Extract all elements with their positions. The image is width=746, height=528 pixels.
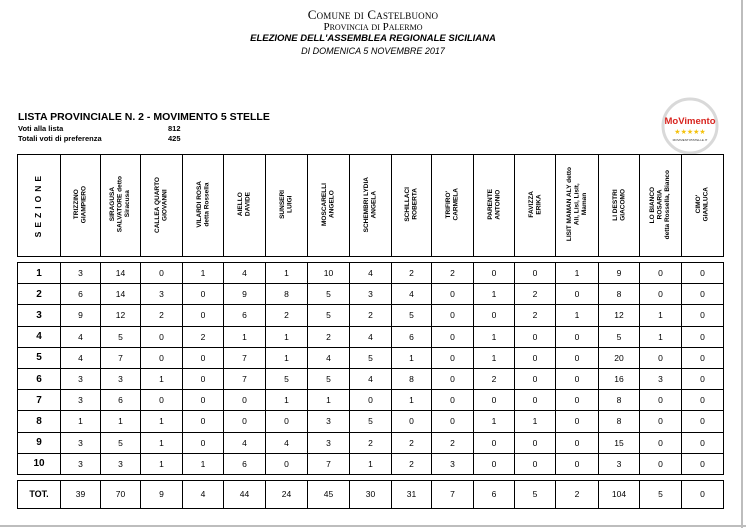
vote-count-cell: 1 <box>350 453 392 474</box>
vote-count-cell: 8 <box>266 284 308 305</box>
vote-count-cell: 1 <box>266 326 308 347</box>
section-number: TOT. <box>18 480 61 508</box>
vote-count-cell: 0 <box>515 453 556 474</box>
candidate-name: MOSCARELLI ANGELO <box>321 183 336 226</box>
candidate-column-header <box>141 155 183 257</box>
vote-count-cell: 9 <box>224 284 266 305</box>
vote-count-cell: 1 <box>224 326 266 347</box>
vote-count-cell: 3 <box>61 368 101 389</box>
vote-count-cell: 1 <box>474 347 515 368</box>
vote-count-cell: 0 <box>682 284 724 305</box>
vote-count-cell: 3 <box>101 453 141 474</box>
page-frame-bottom <box>0 525 746 527</box>
vote-count-cell: 0 <box>474 305 515 326</box>
candidate-name: TRIFIRO' CARMELA <box>445 188 460 221</box>
vote-count-cell: 1 <box>474 284 515 305</box>
candidate-name: LI DESTRI GIACOMO <box>611 188 626 221</box>
vote-count-cell: 0 <box>556 390 599 411</box>
section-row <box>18 368 724 389</box>
candidate-column-header <box>682 155 724 257</box>
vote-count-cell: 0 <box>682 480 724 508</box>
vote-count-cell: 12 <box>599 305 640 326</box>
section-number: 3 <box>18 305 61 326</box>
vote-count-cell: 0 <box>183 284 224 305</box>
vote-count-cell: 30 <box>350 480 392 508</box>
vote-count-cell: 1 <box>141 453 183 474</box>
section-row <box>18 326 724 347</box>
vote-count-cell: 5 <box>392 305 432 326</box>
vote-count-cell: 8 <box>599 411 640 432</box>
section-number: 7 <box>18 390 61 411</box>
vote-count-cell: 3 <box>101 368 141 389</box>
vote-count-cell: 12 <box>101 305 141 326</box>
vote-count-cell: 2 <box>141 305 183 326</box>
section-number: 6 <box>18 368 61 389</box>
vote-count-cell: 7 <box>308 453 350 474</box>
vote-count-cell: 0 <box>515 347 556 368</box>
list-votes-label: Voti alla lista <box>18 124 64 133</box>
document-header <box>0 9 746 57</box>
vote-count-cell: 4 <box>183 480 224 508</box>
list-title: LISTA PROVINCIALE N. 2 - MOVIMENTO 5 STELLE <box>18 111 270 123</box>
vote-count-cell: 1 <box>141 368 183 389</box>
vote-count-cell: 1 <box>266 347 308 368</box>
candidate-column-header <box>515 155 556 257</box>
vote-count-cell: 1 <box>640 326 682 347</box>
vote-count-cell: 0 <box>640 284 682 305</box>
vote-count-cell: 0 <box>640 432 682 453</box>
vote-count-cell: 1 <box>640 305 682 326</box>
vote-count-cell: 3 <box>141 284 183 305</box>
candidate-column-header <box>599 155 640 257</box>
vote-count-cell: 7 <box>224 347 266 368</box>
vote-count-cell: 3 <box>61 263 101 284</box>
vote-count-cell: 20 <box>599 347 640 368</box>
vote-count-cell: 7 <box>224 368 266 389</box>
vote-count-cell: 6 <box>224 453 266 474</box>
list-votes-value: 812 <box>168 124 181 133</box>
candidate-name: PARENTE ANTONIO <box>486 189 501 220</box>
vote-count-cell: 1 <box>556 305 599 326</box>
candidate-column-header <box>350 155 392 257</box>
vote-count-cell: 0 <box>474 453 515 474</box>
vote-count-cell: 7 <box>101 347 141 368</box>
vote-count-cell: 8 <box>599 284 640 305</box>
vote-count-cell: 0 <box>432 347 474 368</box>
vote-count-cell: 0 <box>556 411 599 432</box>
vote-count-cell: 0 <box>183 411 224 432</box>
vote-count-cell: 0 <box>432 411 474 432</box>
vote-count-cell: 0 <box>682 432 724 453</box>
vote-count-cell: 9 <box>61 305 101 326</box>
vote-count-cell: 5 <box>308 368 350 389</box>
vote-count-cell: 0 <box>682 411 724 432</box>
section-number: 2 <box>18 284 61 305</box>
vote-count-cell: 9 <box>141 480 183 508</box>
vote-count-cell: 0 <box>474 432 515 453</box>
section-row <box>18 390 724 411</box>
vote-count-cell: 1 <box>141 432 183 453</box>
candidate-name: LISIT MAMAN ALY detto Ali, Lisi, Lisit, Maman <box>565 167 588 242</box>
candidate-name: SCHEMBRI LYDIA ANGELA <box>363 176 378 233</box>
vote-count-cell: 2 <box>350 305 392 326</box>
vote-count-cell: 2 <box>350 432 392 453</box>
vote-count-cell: 5 <box>101 326 141 347</box>
section-number: 4 <box>18 326 61 347</box>
vote-count-cell: 45 <box>308 480 350 508</box>
section-number: 1 <box>18 263 61 284</box>
vote-count-cell: 5 <box>640 480 682 508</box>
logo-subtext: MOVIMENTO5STELLE.IT <box>672 138 708 142</box>
candidate-column-header <box>183 155 224 257</box>
vote-count-cell: 5 <box>515 480 556 508</box>
vote-count-cell: 0 <box>556 347 599 368</box>
comune-title: Comune di Castelbuono <box>307 7 439 22</box>
candidate-name: SIRAGUSA SALVATORE detto Siracusa <box>109 176 132 233</box>
vote-count-cell: 2 <box>432 432 474 453</box>
vote-count-cell: 6 <box>224 305 266 326</box>
section-number: 10 <box>18 453 61 474</box>
vote-count-cell: 0 <box>432 326 474 347</box>
vote-count-cell: 8 <box>392 368 432 389</box>
logo-stars: ★★★★★ <box>674 128 706 136</box>
vote-count-cell: 1 <box>266 263 308 284</box>
vote-count-cell: 3 <box>640 368 682 389</box>
vote-count-cell: 7 <box>432 480 474 508</box>
vote-count-cell: 6 <box>61 284 101 305</box>
vote-count-cell: 31 <box>392 480 432 508</box>
vote-count-cell: 0 <box>556 284 599 305</box>
vote-count-cell: 2 <box>515 305 556 326</box>
section-row <box>18 411 724 432</box>
candidate-name: SCHILLACI ROBERTA <box>404 187 419 222</box>
vote-count-cell: 9 <box>599 263 640 284</box>
vote-count-cell: 0 <box>682 453 724 474</box>
vote-count-cell: 0 <box>515 368 556 389</box>
vote-count-cell: 0 <box>515 390 556 411</box>
section-row <box>18 263 724 284</box>
section-row <box>18 453 724 474</box>
preference-votes-row <box>18 134 181 143</box>
vote-count-cell: 5 <box>308 284 350 305</box>
vote-count-cell: 6 <box>101 390 141 411</box>
vote-count-cell: 44 <box>224 480 266 508</box>
table-header-row <box>18 155 724 257</box>
candidate-column-header <box>556 155 599 257</box>
candidate-name: AIELLO DAVIDE <box>237 192 252 217</box>
vote-count-cell: 5 <box>308 305 350 326</box>
candidate-column-header <box>432 155 474 257</box>
vote-count-cell: 6 <box>392 326 432 347</box>
vote-count-cell: 0 <box>266 453 308 474</box>
vote-count-cell: 3 <box>350 284 392 305</box>
vote-count-cell: 0 <box>515 432 556 453</box>
vote-count-cell: 39 <box>61 480 101 508</box>
results-table <box>17 154 724 509</box>
candidate-column-header <box>224 155 266 257</box>
candidate-name: CIMO' GIANLUCA <box>695 187 710 222</box>
vote-count-cell: 1 <box>183 453 224 474</box>
section-number: 5 <box>18 347 61 368</box>
vote-count-cell: 1 <box>141 411 183 432</box>
vote-count-cell: 0 <box>141 390 183 411</box>
vote-count-cell: 0 <box>640 263 682 284</box>
section-row <box>18 284 724 305</box>
section-row <box>18 347 724 368</box>
vote-count-cell: 0 <box>556 432 599 453</box>
vote-count-cell: 2 <box>432 263 474 284</box>
candidate-name: TRIZZINO GIAMPIERO <box>73 185 88 224</box>
vote-count-cell: 3 <box>308 411 350 432</box>
vote-count-cell: 4 <box>224 263 266 284</box>
candidate-column-header <box>308 155 350 257</box>
vote-count-cell: 4 <box>61 347 101 368</box>
candidate-name: FAVIZZA ERIKA <box>527 191 542 218</box>
vote-count-cell: 0 <box>432 305 474 326</box>
vote-count-cell: 70 <box>101 480 141 508</box>
preference-votes-value: 425 <box>168 134 181 143</box>
vote-count-cell: 4 <box>224 432 266 453</box>
provincia-title: Provincia di Palermo <box>323 21 423 33</box>
vote-count-cell: 3 <box>432 453 474 474</box>
vote-count-cell: 2 <box>474 368 515 389</box>
vote-count-cell: 5 <box>266 368 308 389</box>
vote-count-cell: 5 <box>599 326 640 347</box>
vote-count-cell: 0 <box>682 347 724 368</box>
vote-count-cell: 0 <box>515 263 556 284</box>
candidate-name: CALLEA QUARTO GIOVANNI <box>154 176 169 233</box>
candidate-column-header <box>392 155 432 257</box>
vote-count-cell: 0 <box>682 305 724 326</box>
list-votes-row <box>18 124 181 133</box>
vote-count-cell: 4 <box>266 432 308 453</box>
candidate-name: SUNSERI LUIGI <box>279 190 294 219</box>
vote-count-cell: 0 <box>474 263 515 284</box>
preference-votes-label: Totali voti di preferenza <box>18 134 102 143</box>
vote-count-cell: 0 <box>682 326 724 347</box>
candidate-column-header <box>474 155 515 257</box>
vote-count-cell: 5 <box>350 347 392 368</box>
vote-count-cell: 2 <box>392 432 432 453</box>
vote-count-cell: 0 <box>640 453 682 474</box>
vote-count-cell: 0 <box>224 390 266 411</box>
vote-count-cell: 0 <box>183 368 224 389</box>
vote-count-cell: 4 <box>392 284 432 305</box>
candidate-column-header <box>61 155 101 257</box>
vote-count-cell: 0 <box>556 368 599 389</box>
candidate-column-header <box>266 155 308 257</box>
vote-count-cell: 0 <box>640 347 682 368</box>
vote-count-cell: 4 <box>61 326 101 347</box>
vote-count-cell: 0 <box>474 390 515 411</box>
election-title: ELEZIONE DELL'ASSEMBLEA REGIONALE SICILIANA <box>250 33 496 44</box>
vote-count-cell: 14 <box>101 284 141 305</box>
section-number: 9 <box>18 432 61 453</box>
vote-count-cell: 2 <box>515 284 556 305</box>
vote-count-cell: 1 <box>474 326 515 347</box>
section-row <box>18 305 724 326</box>
vote-count-cell: 0 <box>350 390 392 411</box>
vote-count-cell: 1 <box>556 263 599 284</box>
vote-count-cell: 2 <box>308 326 350 347</box>
vote-count-cell: 0 <box>224 411 266 432</box>
vote-count-cell: 0 <box>266 411 308 432</box>
vote-count-cell: 0 <box>432 390 474 411</box>
vote-count-cell: 0 <box>392 411 432 432</box>
total-row <box>18 480 724 508</box>
candidate-column-header <box>640 155 682 257</box>
page-frame-right <box>741 0 743 528</box>
vote-count-cell: 1 <box>101 411 141 432</box>
logo-wordmark: MoVimento <box>664 116 716 127</box>
vote-count-cell: 3 <box>61 432 101 453</box>
vote-count-cell: 3 <box>61 390 101 411</box>
vote-count-cell: 1 <box>392 390 432 411</box>
section-row <box>18 432 724 453</box>
vote-count-cell: 2 <box>556 480 599 508</box>
vote-count-cell: 0 <box>682 368 724 389</box>
election-date: DI DOMENICA 5 NOVEMBRE 2017 <box>301 46 445 56</box>
vote-count-cell: 0 <box>515 326 556 347</box>
vote-count-cell: 0 <box>556 326 599 347</box>
vote-count-cell: 3 <box>308 432 350 453</box>
vote-count-cell: 0 <box>141 263 183 284</box>
vote-count-cell: 2 <box>266 305 308 326</box>
vote-count-cell: 0 <box>640 411 682 432</box>
vote-count-cell: 2 <box>183 326 224 347</box>
vote-count-cell: 15 <box>599 432 640 453</box>
vote-count-cell: 0 <box>682 263 724 284</box>
vote-count-cell: 0 <box>183 390 224 411</box>
vote-count-cell: 0 <box>141 347 183 368</box>
vote-count-cell: 6 <box>474 480 515 508</box>
vote-count-cell: 1 <box>515 411 556 432</box>
vote-count-cell: 4 <box>350 263 392 284</box>
section-column-header: SEZIONE <box>18 155 61 257</box>
vote-count-cell: 5 <box>350 411 392 432</box>
vote-count-cell: 14 <box>101 263 141 284</box>
vote-count-cell: 10 <box>308 263 350 284</box>
vote-count-cell: 0 <box>141 326 183 347</box>
vote-count-cell: 0 <box>682 390 724 411</box>
vote-count-cell: 1 <box>392 347 432 368</box>
vote-count-cell: 24 <box>266 480 308 508</box>
vote-count-cell: 16 <box>599 368 640 389</box>
vote-count-cell: 0 <box>640 390 682 411</box>
vote-count-cell: 0 <box>432 284 474 305</box>
candidate-name: VILARDI ROSA detta Rossella <box>195 181 210 228</box>
vote-count-cell: 0 <box>183 347 224 368</box>
vote-count-cell: 104 <box>599 480 640 508</box>
vote-count-cell: 0 <box>183 305 224 326</box>
vote-count-cell: 8 <box>599 390 640 411</box>
vote-count-cell: 4 <box>350 326 392 347</box>
vote-count-cell: 0 <box>432 368 474 389</box>
vote-count-cell: 2 <box>392 453 432 474</box>
vote-count-cell: 0 <box>183 432 224 453</box>
vote-count-cell: 1 <box>266 390 308 411</box>
vote-count-cell: 1 <box>474 411 515 432</box>
movimento-5-stelle-logo <box>657 97 723 155</box>
vote-count-cell: 1 <box>61 411 101 432</box>
vote-count-cell: 1 <box>308 390 350 411</box>
candidate-name: LO BIANCO ROSARIA detta Rossella, Bianco <box>649 169 672 240</box>
candidate-column-header <box>101 155 141 257</box>
vote-count-cell: 1 <box>183 263 224 284</box>
vote-count-cell: 4 <box>308 347 350 368</box>
section-number: 8 <box>18 411 61 432</box>
vote-count-cell: 0 <box>556 453 599 474</box>
vote-count-cell: 3 <box>599 453 640 474</box>
vote-count-cell: 2 <box>392 263 432 284</box>
vote-count-cell: 5 <box>101 432 141 453</box>
vote-count-cell: 4 <box>350 368 392 389</box>
vote-count-cell: 3 <box>61 453 101 474</box>
